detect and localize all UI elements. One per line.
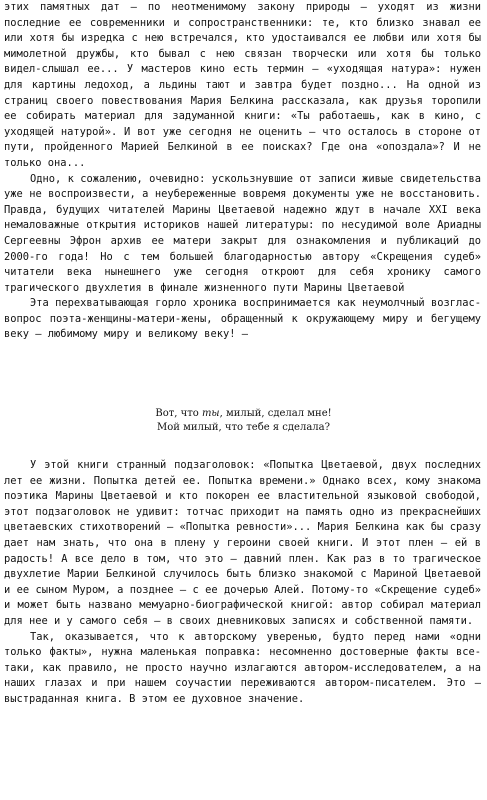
- verse-line-2: Мой милый, что тебе я сделала?: [157, 422, 330, 433]
- verse-quote: [0, 407, 487, 435]
- paragraph-1: этих памятных дат — по неотменимому закону природы — уходят из жизни последние ее современники и сопространственники: те, кто близко знавал ее или хотя бы изредка с нею встречался, кто удостаивался ее любви или хотя бы мимолетной дружбы, кто бывал с нею связан творчески или хотя бы только видел-слышал ее... У мастеров кино есть термин — «уходящая натура»: нужен для картины ледоход, а льдины тают и завтра будет поздно... На одной из страниц своего повествования Мария Белкина рассказала, как друзья торопили ее собирать материал для задуманной книги: «Ты работаешь, как в кино, с уходящей натурой». И вот уже сегодня не оценить — что осталось в стороне от пути, пройденного Марией Белкиной в ее поисках? Где она «опоздала»? И не только она...: [4, 1, 481, 169]
- paragraph-5: Так, оказывается, что к авторскому уверенью, будто перед нами «одни только факты», нужна маленькая поправка: несомненно достоверные факты все-таки, как правило, не просто научно излагаются автором-исследователем, а на наших глазах и при нашем соучастии переживаются автором-писателем. Это — выстраданная книга. В этом ее духовное значение.: [4, 630, 481, 705]
- paragraph-2: Одно, к сожалению, очевидно: ускользнувшие от записи живые свидетельства уже не воспроизвести, а неубереженные вовремя документы уже не восстановить. Правда, будущих читателей Марины Цветаевой надежно ждут в начале XXI века немаловажные открытия историков нашей литературы: по несудимой воле Ариадны Сергеевны Эфрон архив ее матери закрыт для ознакомления и публикаций до 2000-го года! Но с тем большей благодарностью автору «Скрещения судеб» читатели века нынешнего уже сегодня откроют для себя хронику самого трагического двухлетия в финале жизненного пути Марины Цветаевой: [4, 172, 481, 294]
- paragraph-4: У этой книги странный подзаголовок: «Попытка Цветаевой, двух последних лет ее жизни. Попытка детей ее. Попытка времени.» Однако всех, кому знакома поэтика Марины Цветаевой и кто покорен ее властительной языковой свободой, этот подзаголовок не удивит: тотчас приходит на память одно из прекраснейших цветаевских стихотворений — «Попытка ревности»... Мария Белкина как бы сразу дает нам знать, что она в плену у героини своей книги. И этот плен — ей в радость! А все дело в том, что это — давний плен. Как раз в то трагическое двухлетие Марии Белкиной случилось быть близко знакомой с Мариной Цветаевой и ее сыном Муром, а позднее — с ее дочерью Алей. Потому-то «Скрещение судеб» и может быть названо мемуарно-биографической книгой: автор собирал материал для нее и у самого себя — в своих дневниковых записях и собственной памяти.: [4, 459, 481, 627]
- text-block-bottom: [4, 458, 481, 708]
- verse-line-1: Вот, что ты, милый, сделал мне!: [155, 408, 332, 419]
- text-block-top: [4, 0, 481, 343]
- paragraph-3: Эта перехватывающая горло хроника воспринимается как неумолчный возглас-вопрос поэта-женщины-матери-жены, обращенный к окружающему миру и бегущему веку — любимому миру и великому веку! —: [4, 297, 481, 341]
